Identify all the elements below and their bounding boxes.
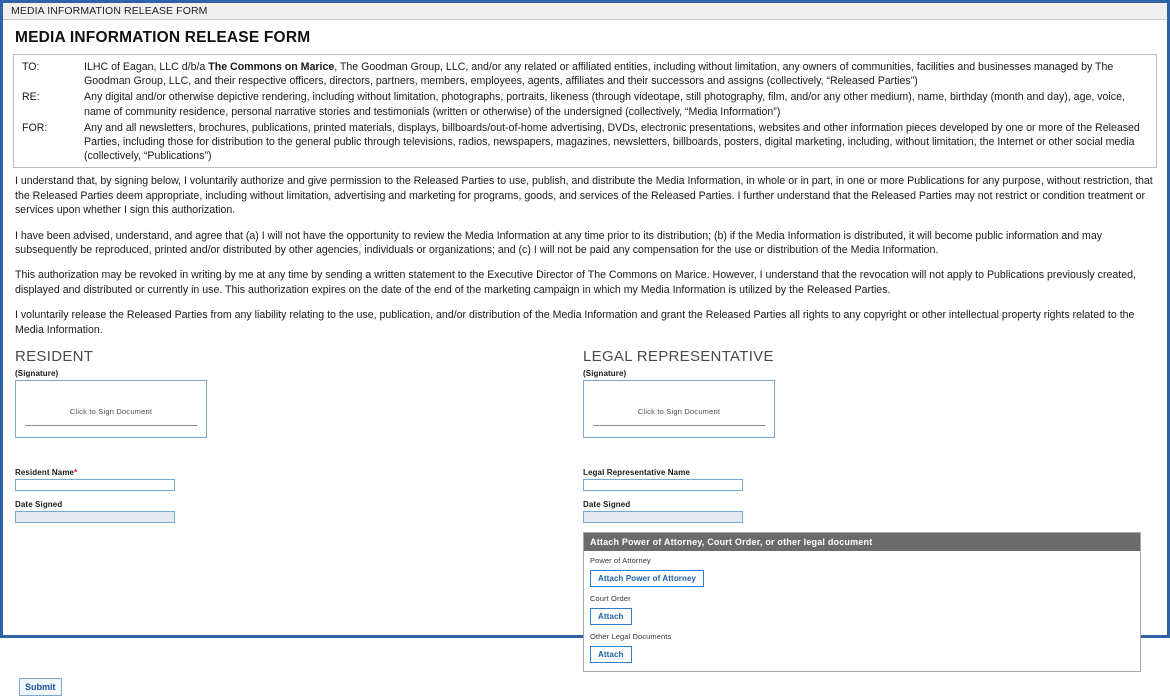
submit-bar (13, 672, 1157, 696)
recital-row-to (22, 60, 1148, 88)
resident-name-input[interactable] (15, 479, 175, 491)
submit-button[interactable]: Submit (19, 678, 62, 696)
legal-representative-name-label: Legal Representative Name (583, 468, 690, 478)
attachment-item-court-order (590, 594, 1134, 625)
recital-row-for (22, 121, 1148, 164)
recital-to-bold: The Commons on Marice (208, 61, 335, 73)
attachment-item-other-legal-documents (590, 632, 1134, 663)
signature-columns (13, 348, 1157, 672)
legal-representative-signature-label: (Signature) (583, 369, 627, 379)
attach-other-legal-documents-button[interactable]: Attach (590, 646, 632, 663)
recital-row-re (22, 90, 1148, 118)
resident-signature-rule (25, 425, 197, 426)
paragraph-authorization: I understand that, by signing below, I voluntarily authorize and give permission to the Released Parties to use, publish, and distribute the Media Information, in whole or in part, in one or more Publications for any purpose, without restriction, that the Released Parties deem appropriate, including without limitation, advertising and marketing for programs, goods, and services of the Released Parties. I further understand that the Released Parties may not restrict or condition treatment or services upon whether I sign this authorization. (15, 175, 1153, 217)
paragraph-revocation: This authorization may be revoked in writing by me at any time by sending a written statement to the Executive Director of The Commons on Marice. However, I understand that the revocation will not apply to Publications previously created, displayed and distributed or currently in use. This authorization expires on the date of the end of the marketing campaign in which my Media Information is utilized by the Released Parties. (15, 269, 1136, 296)
recital-value-to (84, 60, 1148, 88)
attachment-item-power-of-attorney (590, 556, 1134, 587)
window-title: MEDIA INFORMATION RELEASE FORM (11, 5, 208, 17)
legal-representative-signature-rule (593, 425, 765, 426)
attachment-label-power-of-attorney: Power of Attorney (590, 556, 651, 566)
recital-to-text-b: , The Goodman Group, LLC, and/or any related or affiliated entities, including without limitation, any owners of communities, facilities and businesses managed by The Goodman Group, LLC, and their respective officers, directors, partners, members, employees, agents, affiliates and their successors and assigns (collectively, “Released Parties”) (84, 61, 1114, 88)
recital-key-for: FOR: (22, 121, 48, 134)
legal-representative-signature-hint: Click to Sign Document (637, 407, 721, 417)
legal-representative-date-signed-input[interactable] (583, 511, 743, 523)
attachment-label-other-legal-documents: Other Legal Documents (590, 632, 672, 642)
recitals-box (13, 54, 1157, 168)
recital-value-for: Any and all newsletters, brochures, publications, printed materials, displays, billboards/out-of-home advertising, DVDs, electronic presentations, websites and other information pieces developed by one or more of the Released Parties, including those for distribution to the general public through televisions, radios, newspapers, magazines, newsletters, billboards, posters, digital marketing, including, without limitation, the Internet or other social media (collectively, “Publications”) (84, 121, 1140, 163)
paragraph-release: I voluntarily release the Released Parties from any liability relating to the use, publication, and/or distribution of the Media Information and grant the Released Parties all rights to any copyright or other intellectual property rights related to the Media Information. (15, 309, 1135, 336)
resident-heading: RESIDENT (15, 348, 94, 366)
resident-name-label-text: Resident Name (15, 468, 75, 478)
legal-representative-spacer (583, 444, 1157, 468)
legal-representative-heading: LEGAL REPRESENTATIVE (583, 348, 774, 366)
attachment-label-court-order: Court Order (590, 594, 631, 604)
resident-date-signed-input[interactable] (15, 511, 175, 523)
recital-key-to: TO: (22, 61, 40, 73)
resident-date-label: Date Signed (15, 500, 63, 510)
window-titlebar (3, 3, 1167, 20)
attachment-panel (583, 532, 1141, 672)
resident-signature-label: (Signature) (15, 369, 59, 379)
legal-representative-date-label: Date Signed (583, 500, 631, 510)
recital-to-text-a: ILHC of Eagan, LLC d/b/a (84, 61, 209, 73)
attach-power-of-attorney-button[interactable]: Attach Power of Attorney (590, 570, 704, 587)
resident-spacer (15, 444, 579, 468)
resident-name-label (15, 468, 579, 477)
page-title: MEDIA INFORMATION RELEASE FORM (15, 29, 311, 46)
legal-representative-name-input[interactable] (583, 479, 743, 491)
legal-representative-signature-box[interactable] (583, 380, 775, 438)
attach-court-order-button[interactable]: Attach (590, 608, 632, 625)
attachment-panel-body (584, 551, 1140, 671)
paragraph-advisement: I have been advised, understand, and agree that (a) I will not have the opportunity to review the Media Information at any time prior to its distribution; (b) if the Media Information is distributed, it will become public information and may subsequently be reproduced, printed and/or distributed by other agencies, individuals or organizations; and (c) I will not be paid any compensation for the use or distribution of the Media Information. (15, 229, 1103, 257)
resident-signature-hint: Click to Sign Document (69, 407, 153, 417)
attachment-panel-header: Attach Power of Attorney, Court Order, or other legal document (584, 533, 1140, 551)
legal-representative-column (579, 348, 1157, 672)
recital-value-re: Any digital and/or otherwise depictive rendering, including without limitation, photographs, portraits, likeness (through videotape, still photography, film, and/or any other medium), name, birthday (month and day), age, voice, name of community residence, personal narrative stories and testimonials (written or otherwise) of the undersigned (collectively, “Media Information”) (84, 91, 1125, 118)
document-body (3, 29, 1167, 693)
required-asterisk-icon: * (74, 468, 78, 478)
resident-column (13, 348, 579, 672)
resident-signature-box[interactable] (15, 380, 207, 438)
recital-key-re: RE: (22, 91, 40, 104)
